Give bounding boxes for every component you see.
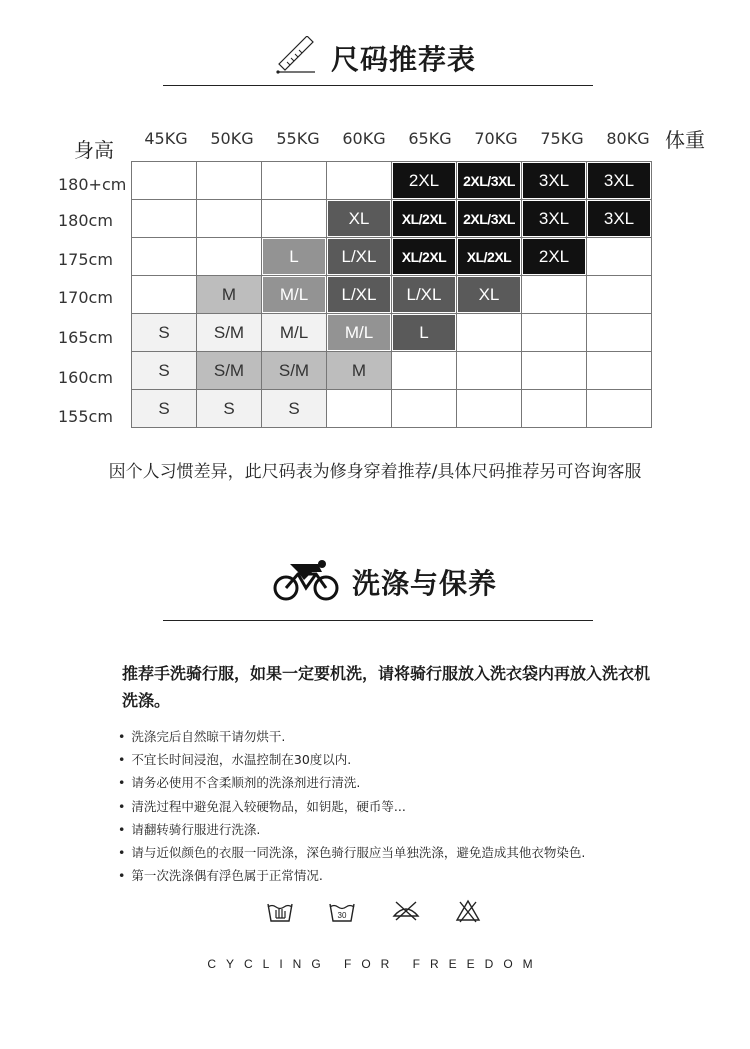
- weight-header: 45KG: [144, 129, 188, 148]
- wash-30-icon: [328, 898, 356, 928]
- size-cell-label: [262, 162, 326, 199]
- size-cell: [457, 352, 522, 390]
- size-cell: [587, 200, 652, 238]
- size-cell: [327, 390, 392, 428]
- table-row: [132, 352, 652, 390]
- size-cell-label: [457, 390, 521, 427]
- weight-header: 70KG: [474, 129, 518, 148]
- size-cell-label: S/M: [213, 360, 245, 380]
- size-cell-label: [587, 390, 651, 427]
- table-row: [132, 314, 652, 352]
- size-cell-label: L: [262, 238, 326, 275]
- weight-header: 65KG: [408, 129, 452, 148]
- size-cell: [132, 238, 197, 276]
- size-chart-title: 尺码推荐表: [331, 43, 477, 76]
- hand-wash-icon: [266, 898, 294, 928]
- list-item: • 请与近似颜色的衣服一同洗涤，深色骑行服应当单独洗涤，避免造成其他衣物染色.: [118, 841, 585, 864]
- size-cell: [522, 200, 587, 238]
- weight-header: 75KG: [540, 129, 584, 148]
- height-header: 170cm: [58, 288, 113, 307]
- cyclist-icon: [272, 558, 342, 606]
- table-row: [132, 200, 652, 238]
- size-cell: [587, 162, 652, 200]
- size-cell-label: [457, 352, 521, 389]
- weight-header: 55KG: [276, 129, 320, 148]
- size-cell-label: [197, 238, 261, 275]
- size-cell-label: 3XL: [587, 162, 651, 199]
- size-cell-label: XL/2XL: [392, 238, 456, 275]
- size-cell: [392, 390, 457, 428]
- size-cell-label: [132, 200, 196, 237]
- do-not-tumble-dry-icon: [392, 898, 420, 928]
- size-cell: [327, 352, 392, 390]
- size-cell-label: M: [351, 360, 367, 380]
- do-not-bleach-icon: [454, 898, 482, 928]
- size-cell: [132, 200, 197, 238]
- list-item: • 请翻转骑行服进行洗涤.: [118, 818, 585, 841]
- size-cell-label: XL/2XL: [392, 200, 456, 237]
- size-cell-label: XL: [457, 276, 521, 313]
- size-cell: [132, 162, 197, 200]
- size-cell-label: [327, 162, 391, 199]
- list-item: • 清洗过程中避免混入较硬物品，如钥匙，硬币等...: [118, 795, 585, 818]
- size-cell-label: [587, 314, 651, 351]
- height-header: 160cm: [58, 368, 113, 387]
- care-title: 洗涤与保养: [352, 567, 498, 600]
- size-cell-label: L/XL: [327, 276, 391, 313]
- size-cell-label: [132, 238, 196, 275]
- size-cell-label: [392, 352, 456, 389]
- table-row: [132, 238, 652, 276]
- height-header: 175cm: [58, 250, 113, 269]
- size-cell: [197, 352, 262, 390]
- size-cell: [392, 162, 457, 200]
- size-cell: [132, 314, 197, 352]
- size-cell-label: XL: [327, 200, 391, 237]
- size-cell: [522, 238, 587, 276]
- size-cell-label: 2XL: [522, 238, 586, 275]
- size-cell-label: 3XL: [522, 200, 586, 237]
- size-cell-label: S: [223, 398, 235, 418]
- size-cell: [197, 390, 262, 428]
- height-axis-label: 身高: [74, 138, 114, 162]
- care-underline: [163, 620, 593, 621]
- size-cell: [327, 238, 392, 276]
- size-cell: [262, 276, 327, 314]
- size-cell: [132, 276, 197, 314]
- size-cell-label: 2XL: [392, 162, 456, 199]
- list-item: • 请务必使用不含柔顺剂的洗涤剂进行清洗.: [118, 771, 585, 794]
- size-cell-label: [132, 162, 196, 199]
- size-cell-label: S: [158, 360, 170, 380]
- list-item: • 第一次洗涤偶有浮色属于正常情况.: [118, 864, 585, 887]
- size-cell: [587, 276, 652, 314]
- size-cell: [457, 276, 522, 314]
- size-cell-label: S/M: [278, 360, 310, 380]
- size-cell: [262, 390, 327, 428]
- size-cell-label: S/M: [213, 322, 245, 342]
- size-cell-label: [522, 276, 586, 313]
- size-cell-label: M/L: [279, 322, 309, 342]
- size-cell-label: L/XL: [392, 276, 456, 313]
- size-cell: [522, 352, 587, 390]
- size-cell: [522, 390, 587, 428]
- size-cell-label: L/XL: [327, 238, 391, 275]
- size-cell: [392, 314, 457, 352]
- size-cell: [522, 162, 587, 200]
- size-grid: [131, 161, 652, 428]
- size-cell: [197, 276, 262, 314]
- ruler-pencil-icon: [275, 36, 321, 80]
- size-cell: [392, 276, 457, 314]
- size-cell: [197, 314, 262, 352]
- size-cell: [327, 314, 392, 352]
- size-cell-label: [522, 390, 586, 427]
- size-cell-label: 2XL/3XL: [457, 200, 521, 237]
- size-cell-label: L: [392, 314, 456, 351]
- care-header: [272, 558, 497, 606]
- size-cell-label: S: [158, 398, 170, 418]
- size-cell-label: S: [288, 398, 300, 418]
- table-row: [132, 276, 652, 314]
- weight-header: 80KG: [606, 129, 650, 148]
- weight-header: 50KG: [210, 129, 254, 148]
- size-cell: [522, 314, 587, 352]
- size-cell: [587, 238, 652, 276]
- size-cell: [197, 162, 262, 200]
- size-cell-label: [392, 390, 456, 427]
- height-header: 180cm: [58, 211, 113, 230]
- size-cell: [327, 276, 392, 314]
- size-cell-label: 3XL: [522, 162, 586, 199]
- size-cell: [457, 200, 522, 238]
- size-cell: [327, 200, 392, 238]
- size-cell-label: [262, 200, 326, 237]
- size-cell: [457, 162, 522, 200]
- height-header: 155cm: [58, 407, 113, 426]
- size-cell: [262, 200, 327, 238]
- weight-axis-label: 体重: [665, 128, 705, 152]
- size-cell: [392, 200, 457, 238]
- size-cell: [587, 390, 652, 428]
- size-cell: [522, 276, 587, 314]
- size-cell-label: XL/2XL: [457, 238, 521, 275]
- size-cell-label: [197, 200, 261, 237]
- size-cell: [262, 162, 327, 200]
- size-cell-label: 3XL: [587, 200, 651, 237]
- size-cell: [197, 200, 262, 238]
- size-cell-label: [587, 238, 651, 275]
- size-cell-label: [327, 390, 391, 427]
- height-header: 165cm: [58, 328, 113, 347]
- table-row: [132, 162, 652, 200]
- size-cell: [392, 352, 457, 390]
- size-cell: [327, 162, 392, 200]
- size-cell-label: M: [221, 284, 237, 304]
- size-cell: [262, 238, 327, 276]
- size-cell: [392, 238, 457, 276]
- size-cell: [457, 390, 522, 428]
- size-cell-label: [197, 162, 261, 199]
- care-tips-list: [118, 725, 585, 887]
- size-cell: [132, 352, 197, 390]
- size-cell-label: 2XL/3XL: [457, 162, 521, 199]
- size-cell: [587, 352, 652, 390]
- size-cell: [457, 238, 522, 276]
- wash-temp-label: 30: [337, 911, 347, 920]
- size-cell-label: S: [158, 322, 170, 342]
- list-item: • 洗涤完后自然晾干请勿烘干.: [118, 725, 585, 748]
- footer-slogan: CYCLING FOR FREEDOM: [207, 957, 543, 971]
- height-header: 180+cm: [58, 175, 127, 194]
- size-cell: [262, 352, 327, 390]
- size-cell: [132, 390, 197, 428]
- title-underline: [163, 85, 593, 86]
- list-item: • 不宜长时间浸泡，水温控制在30度以内.: [118, 748, 585, 771]
- size-cell-label: [522, 352, 586, 389]
- table-row: [132, 390, 652, 428]
- size-cell-label: [587, 276, 651, 313]
- size-cell-label: [132, 276, 196, 313]
- size-note: 因个人习惯差异，此尺码表为修身穿着推荐/具体尺码推荐另可咨询客服: [108, 462, 642, 482]
- size-cell-label: [457, 314, 521, 351]
- size-cell: [457, 314, 522, 352]
- size-cell-label: M/L: [262, 276, 326, 313]
- size-chart-header: [275, 36, 476, 80]
- care-lead-text: 推荐手洗骑行服，如果一定要机洗，请将骑行服放入洗衣袋内再放入洗衣机洗涤。: [122, 664, 651, 710]
- size-cell: [197, 238, 262, 276]
- size-cell-label: [587, 352, 651, 389]
- size-cell-label: [522, 314, 586, 351]
- size-cell: [262, 314, 327, 352]
- weight-header: 60KG: [342, 129, 386, 148]
- size-cell-label: M/L: [327, 314, 391, 351]
- size-cell: [587, 314, 652, 352]
